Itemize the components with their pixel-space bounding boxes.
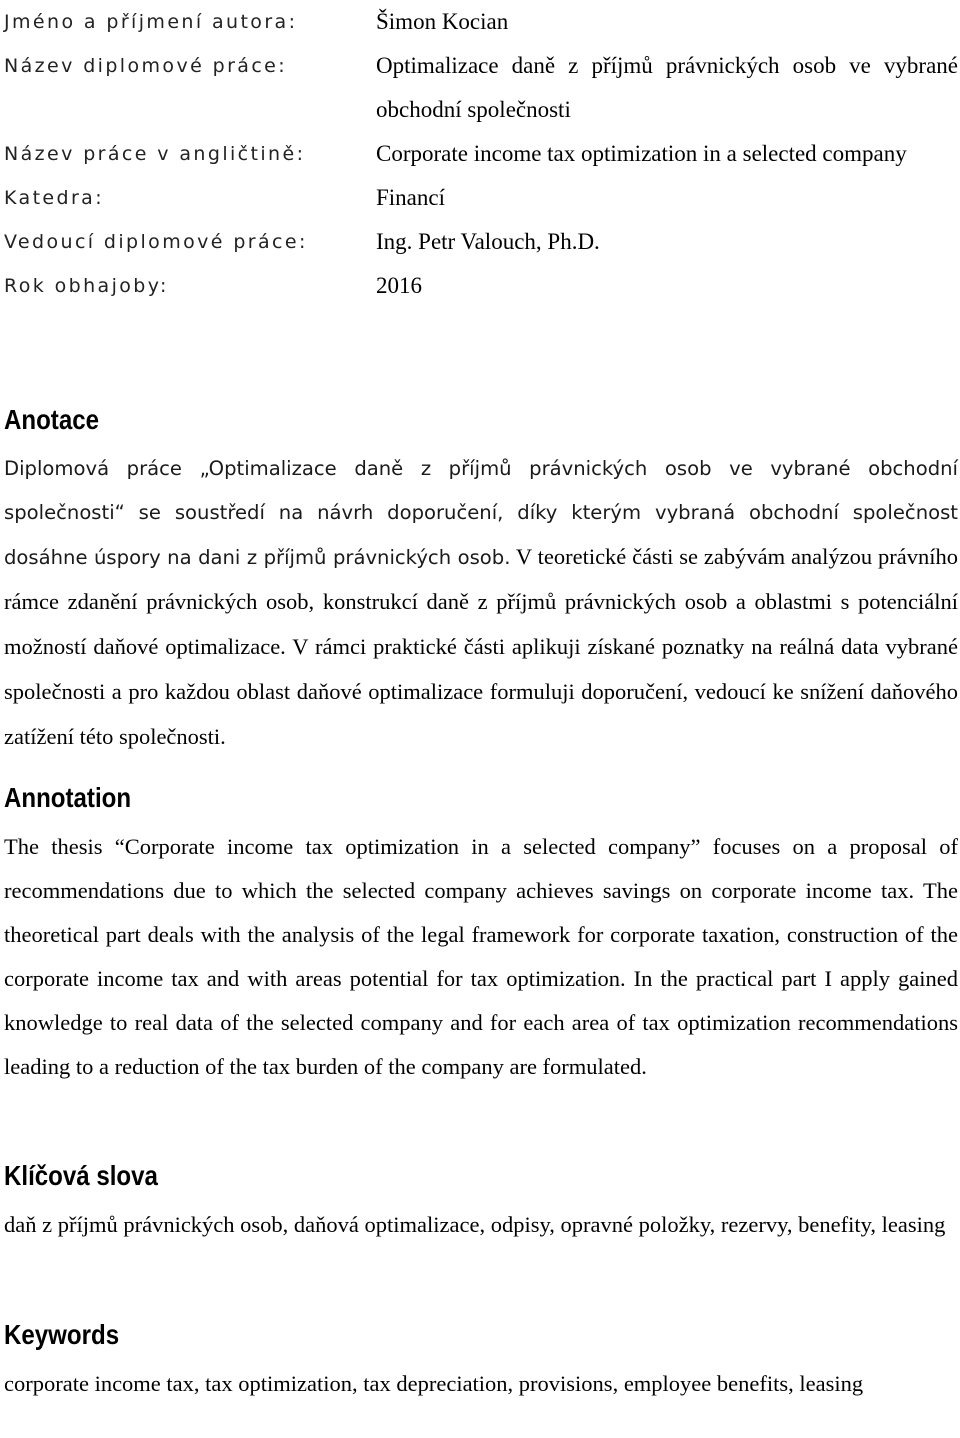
anotace-text-part2: V teoretické části se zabývám analýzou právního rámce zdanění právnických osob, konstrukcí daně z příjmů právnických osob a oblastmi s potenciální možností daňové optimalizace. [4, 544, 958, 659]
title-row [4, 44, 960, 132]
supervisor-label: Vedoucí diplomové práce: [4, 231, 308, 253]
year-label: Rok obhajoby: [4, 275, 169, 297]
anotace-heading: Anotace [4, 404, 100, 435]
year-value: 2016 [376, 273, 422, 298]
klicova-slova-section [4, 1159, 958, 1247]
department-row [4, 176, 960, 220]
author-label: Jméno a příjmení autora: [4, 11, 298, 33]
supervisor-value: Ing. Petr Valouch, Ph.D. [376, 229, 600, 254]
klicova-slova-heading: Klíčová slova [4, 1160, 158, 1191]
keywords-heading: Keywords [4, 1319, 120, 1350]
anotace-section [4, 403, 958, 760]
department-label: Katedra: [4, 187, 105, 209]
anotace-text-part1: Diplomová práce „Optimalizace daně z příjmů právnických osob ve vybrané obchodní společnosti“ se soustředí na návrh doporučení, díky kterým vybraná obchodní společnost dosáhne úspory na dani z příjmů právnických osob. [4, 457, 958, 569]
anotace-text-part3: V rámci praktické části aplikuji získané poznatky na reálná data vybrané společnosti a pro každou oblast daňové optimalizace formuluji doporučení, vedoucí ke snížení daňového zatížení této společnosti. [4, 634, 958, 749]
klicova-slova-text: daň z příjmů právnických osob, daňová optimalizace, odpisy, opravné položky, rezervy, benefity, leasing [4, 1212, 946, 1237]
title-label: Název diplomové práce: [4, 55, 288, 77]
author-row [4, 0, 960, 44]
supervisor-row [4, 220, 960, 264]
annotation-heading: Annotation [4, 782, 132, 813]
keywords-section [4, 1318, 958, 1406]
keywords-text: corporate income tax, tax optimization, tax depreciation, provisions, employee benefits, leasing [4, 1371, 864, 1396]
title-en-value: Corporate income tax optimization in a selected company [376, 141, 907, 166]
title-en-label: Název práce v angličtině: [4, 143, 306, 165]
author-value: Šimon Kocian [376, 9, 509, 34]
annotation-section [4, 781, 958, 1089]
anotace-text [4, 447, 958, 760]
title-en-row [4, 132, 960, 176]
thesis-metadata [4, 0, 960, 308]
annotation-text: The thesis “Corporate income tax optimization in a selected company” focuses on a proposal of recommendations due to which the selected company achieves savings on corporate income tax. The theoretical part deals with the analysis of the legal framework for corporate taxation, construction of the corporate income tax and with areas potential for tax optimization. In the practical part I apply gained knowledge to real data of the selected company and for each area of tax optimization recommendations leading to a reduction of the tax burden of the company are formulated. [4, 834, 958, 1079]
year-row [4, 264, 960, 308]
department-value: Financí [376, 185, 445, 210]
title-value: Optimalizace daně z příjmů právnických osob ve vybrané obchodní společnosti [376, 53, 958, 122]
